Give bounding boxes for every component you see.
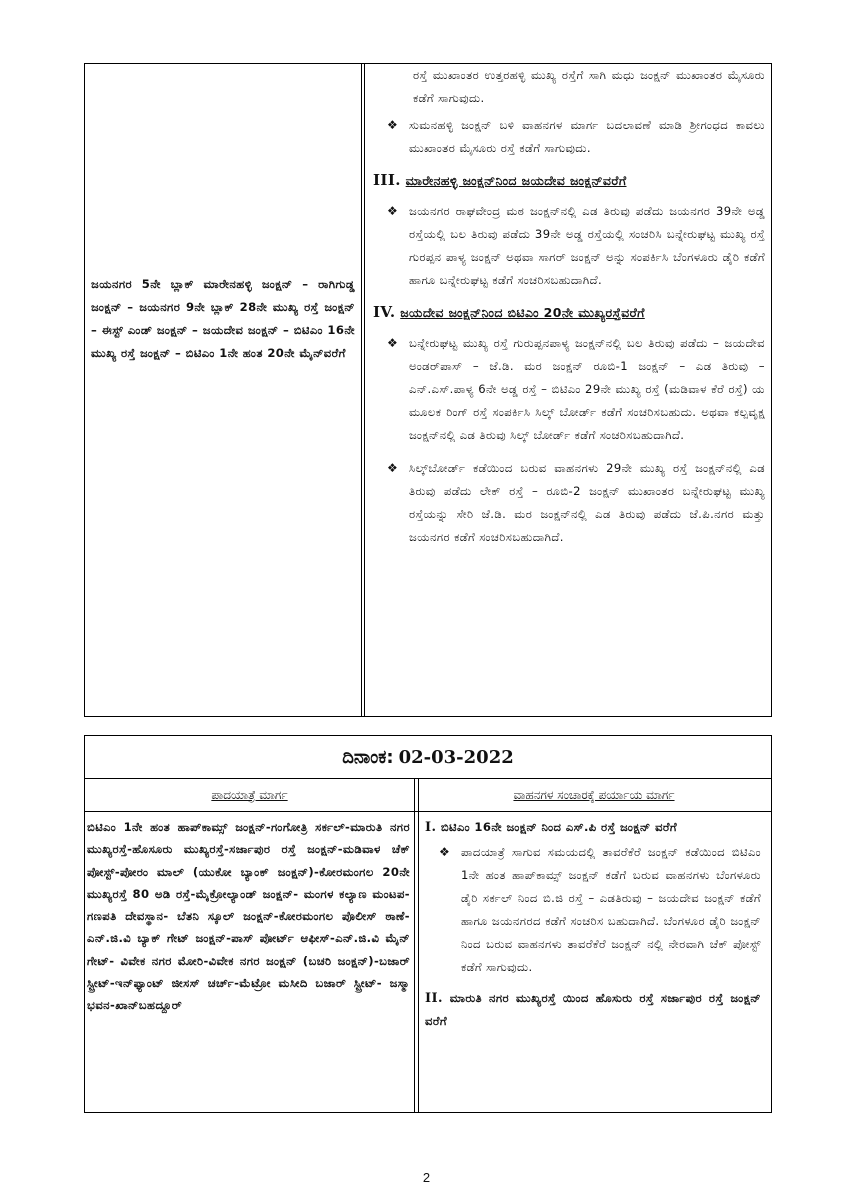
date-label: ದಿನಾಂಕ: [342, 746, 394, 768]
section-numeral: II. [425, 991, 443, 1006]
diamond-bullet-icon: ❖ [387, 118, 399, 132]
bullet-item [373, 200, 765, 292]
column-divider [414, 779, 419, 1112]
date-value: 02-03-2022 [398, 746, 514, 768]
diamond-bullet-icon: ❖ [387, 204, 399, 218]
bullet-text: ಪಾದಯಾತ್ರೆ ಸಾಗುವ ಸಮಯದಲ್ಲಿ ತಾವರೆಕೆರೆ ಜಂಕ್ಷನ್ ಕಡೆಯಿಂದ ಬಿಟಿಎಂ 1ನೇ ಹಂತ ಹಾಪ್‌ಕಾಮ್ಸ್ ಜಂಕ್ಷನ್ ಕಡೆಗೆ ಬರುವ ವಾಹನಗಳು ಬೆಂಗಳೂರು ಡೈರಿ ಸರ್ಕಲ್ ನಿಂದ ಬಿ.ಜಿ ರಸ್ತೆ – ಎಡತಿರುವು – ಜಯದೇವ ಜಂಕ್ಷನ್ ಕಡೆಗೆ ಹಾಗೂ ಜಯನಗರದ ಕಡೆಗೆ ಸಂಚರಿಸ ಬಹುದಾಗಿದೆ. ಬೆಂಗಳೂರ ಡೈರಿ ಜಂಕ್ಷನ್ ನಿಂದ ಬರುವ ವಾಹನಗಳು ತಾವರೆಕೆರೆ ಜಂಕ್ಷನ್ ನಲ್ಲಿ ನೇರವಾಗಿ ಚೆಕ್ ಪೋಸ್ಟ್ ಕಡೆಗೆ ಸಾಗುವುದು. [461, 845, 761, 974]
alternate-route-column [425, 816, 761, 1032]
bullet-item [373, 114, 765, 160]
march-route-header: ಪಾದಯಾತ್ರೆ ಮಾರ್ಗ [211, 788, 288, 802]
march-route-text: ಬಿಟಿಎಂ 1ನೇ ಹಂತ ಹಾಪ್‌ಕಾಮ್ಸ್ ಜಂಕ್ಷನ್-ಗಂಗೋತ್ರಿ ಸರ್ಕಲ್-ಮಾರುತಿ ನಗರ ಮುಖ್ಯರಸ್ತೆ-ಹೊಸೂರು ಮುಖ್ಯರಸ್ತೆ-ಸರ್ಜಾಪುರ ರಸ್ತೆ ಜಂಕ್ಷನ್-ಮಡಿವಾಳ ಚೆಕ್ ಪೋಸ್ಟ್-ಪೋರಂ ಮಾಲ್ (ಯುಕೋ ಬ್ಯಾಂಕ್ ಜಂಕ್ಷನ್)-ಕೋರಮಂಗಲ 20ನೇ ಮುಖ್ಯರಸ್ತೆ 80 ಅಡಿ ರಸ್ತೆ-ಮೈಕ್ರೋಲ್ಯಾಂಡ್ ಜಂಕ್ಷನ್- ಮಂಗಳ ಕಲ್ಯಾಣ ಮಂಟಪ-ಗಣಪತಿ ದೇವಸ್ಥಾನ- ಬೆತನಿ ಸ್ಕೂಲ್ ಜಂಕ್ಷನ್-ಕೋರಮಂಗಲ ಪೊಲೀಸ್ ಠಾಣೆ-ಎನ್.ಜಿ.ವಿ ಬ್ಯಾಕ್ ಗೇಟ್ ಜಂಕ್ಷನ್-ಪಾಸ್ ಪೋರ್ಟ್ ಆಫೀಸ್-ಎನ್.ಜಿ.ವಿ ಮೈನ್ ಗೇಟ್- ವಿವೇಕ ನಗರ ಮೋರಿ-ವಿವೇಕ ನಗರ ಜಂಕ್ಷನ್ (ಬಚರಿ ಜಂಕ್ಷನ್)-ಬಜಾರ್ ಸ್ಟ್ರೀಟ್-ಇನ್‌ಫ್ಯಾಂಟ್ ಜೀಸಸ್ ಚರ್ಚ್-ಮೆಟ್ರೋ ಮಸೀದಿ ಬಜಾರ್ ಸ್ಟ್ರೀಟ್- ಜಸ್ಮಾ ಭವನ-ಖಾನ್‌ಬಹದ್ದೂರ್ [87, 820, 410, 1013]
bullet-text: ಸಿಲ್ಕ್‌ಬೋರ್ಡ್ ಕಡೆಯಿಂದ ಬರುವ ವಾಹನಗಳು 29ನೇ ಮುಖ್ಯ ರಸ್ತೆ ಜಂಕ್ಷನ್‌ನಲ್ಲಿ ಎಡ ತಿರುವು ಪಡೆದು ಲೇಕ್ ರಸ್ತೆ – ರೂಬಿ-2 ಜಂಕ್ಷನ್ ಮುಖಾಂತರ ಬನ್ನೇರುಘಟ್ಟ ಮುಖ್ಯ ರಸ್ತೆಯನ್ನು ಸೇರಿ ಜೆ.ಡಿ. ಮರ ಜಂಕ್ಷನ್‌ನಲ್ಲಿ ಎಡ ತಿರುವು ಪಡೆದು ಜೆ.ಪಿ.ನಗರ ಮತ್ತು ಜಯನಗರ ಕಡೆಗೆ ಸಂಚರಿಸಬಹುದಾಗಿದೆ. [409, 461, 765, 544]
bullet-text: ಸುಮನಹಳ್ಳಿ ಜಂಕ್ಷನ್ ಬಳಿ ವಾಹನಗಳ ಮಾರ್ಗ ಬದಲಾವಣೆ ಮಾಡಿ ಶ್ರೀಗಂಧದ ಕಾವಲು ಮುಖಾಂತರ ಮೈಸೂರು ರಸ್ತೆ ಕಡೆಗೆ ಸಾಗುವುದು. [409, 118, 765, 155]
section-heading-4 [373, 301, 765, 324]
date-row [85, 736, 771, 779]
column-divider [361, 64, 365, 716]
column-header-row [85, 779, 771, 812]
route-table-top [84, 63, 772, 717]
section-heading-3 [373, 169, 765, 192]
diamond-bullet-icon: ❖ [387, 461, 399, 475]
diamond-bullet-icon: ❖ [387, 336, 399, 350]
section-numeral: IV. [373, 303, 396, 321]
alt-heading-2 [425, 987, 761, 1032]
section-title: ಮಾರುತಿ ನಗರ ಮುಖ್ಯರಸ್ತೆ ಯಿಂದ ಹೊಸುರು ರಸ್ತೆ ಸರ್ಜಾಪುರ ರಸ್ತೆ ಜಂಕ್ಷನ್ ವರೆಗೆ [425, 991, 761, 1028]
section-numeral: III. [373, 171, 401, 189]
bullet-text: ಬನ್ನೇರುಘಟ್ಟ ಮುಖ್ಯ ರಸ್ತೆ ಗುರುಪ್ಪನಪಾಳ್ಯ ಜಂಕ್ಷನ್‌ನಲ್ಲಿ ಬಲ ತಿರುವು ಪಡೆದು – ಜಯದೇವ ಅಂಡರ್‌ಪಾಸ್ – ಜೆ.ಡಿ. ಮರ ಜಂಕ್ಷನ್ ರೂಬಿ-1 ಜಂಕ್ಷನ್ – ಎಡ ತಿರುವು – ಎನ್.ಎಸ್.ಪಾಳ್ಯ 6ನೇ ಅಡ್ಡ ರಸ್ತೆ – ಬಿಟಿಎಂ 29ನೇ ಮುಖ್ಯ ರಸ್ತೆ (ಮಡಿವಾಳ ಕೆರೆ ರಸ್ತೆ) ಯ ಮೂಲಕ ರಿಂಗ್ ರಸ್ತೆ ಸಂಪರ್ಕಿಸಿ ಸಿಲ್ಕ್ ಬೋರ್ಡ್ ಕಡೆಗೆ ಸಂಚರಿಸಬಹುದು. ಅಥವಾ ಕಲ್ಪವೃಕ್ಷ ಜಂಕ್ಷನ್‌ನಲ್ಲಿ ಎಡ ತಿರುವು ಸಿಲ್ಕ್ ಬೋರ್ಡ್ ಕಡೆಗೆ ಸಂಚರಿಸಬಹುದಾಗಿದೆ. [409, 336, 765, 442]
alt-heading-1 [425, 816, 761, 839]
route-table-bottom [84, 735, 772, 1113]
section-title: ಬಿಟಿಎಂ 16ನೇ ಜಂಕ್ಷನ್ ನಿಂದ ಎಸ್.ಪಿ ರಸ್ತೆ ಜಂಕ್ಷನ್ ವರೆಗೆ [440, 820, 678, 834]
bullet-item [373, 332, 765, 447]
section-title: ಜಯದೇವ ಜಂಕ್ಷನ್‌ನಿಂದ ಬಿಟಿಎಂ 20ನೇ ಮುಖ್ಯರಸ್ತೆವರೆಗೆ [400, 305, 645, 320]
page-number: 2 [422, 1170, 431, 1185]
continuation-text: ರಸ್ತೆ ಮುಖಾಂತರ ಉತ್ತರಹಳ್ಳಿ ಮುಖ್ಯ ರಸ್ತೆಗೆ ಸಾಗಿ ಮಧು ಜಂಕ್ಷನ್ ಮುಖಾಂತರ ಮೈಸೂರು ಕಡೆಗೆ ಸಾಗುವುದು. [413, 68, 765, 105]
diamond-bullet-icon: ❖ [439, 845, 451, 859]
bullet-item [425, 841, 761, 979]
alternate-route-column [373, 64, 765, 549]
march-route-text: ಜಯನಗರ 5ನೇ ಬ್ಲಾಕ್ ಮಾರೇನಹಳ್ಳಿ ಜಂಕ್ಷನ್ – ರಾಗಿಗುಡ್ಡ ಜಂಕ್ಷನ್ – ಜಯನಗರ 9ನೇ ಬ್ಲಾಕ್ 28ನೇ ಮುಖ್ಯ ರಸ್ತೆ ಜಂಕ್ಷನ್ – ಈಸ್ಟ್ ಎಂಡ್ ಜಂಕ್ಷನ್ – ಜಯದೇವ ಜಂಕ್ಷನ್ – ಬಿಟಿಎಂ 16ನೇ ಮುಖ್ಯ ರಸ್ತೆ ಜಂಕ್ಷನ್ – ಬಿಟಿಎಂ 1ನೇ ಹಂತ 20ನೇ ಮೈನ್‌ವರೆಗೆ [91, 277, 355, 360]
bullet-item [373, 457, 765, 549]
alternate-route-header: ವಾಹನಗಳ ಸಂಚಾರಕ್ಕೆ ಪರ್ಯಾಯ ಮಾರ್ಗ [513, 788, 675, 802]
section-numeral: I. [425, 820, 437, 835]
section-title: ಮಾರೇನಹಳ್ಳಿ ಜಂಕ್ಷನ್‌ನಿಂದ ಜಯದೇವ ಜಂಕ್ಷನ್‌ವರೆಗೆ [405, 173, 627, 188]
bullet-text: ಜಯನಗರ ರಾಘವೇಂದ್ರ ಮಠ ಜಂಕ್ಷನ್‌ನಲ್ಲಿ ಎಡ ತಿರುವು ಪಡೆದು ಜಯನಗರ 39ನೇ ಅಡ್ಡ ರಸ್ತೆಯಲ್ಲಿ ಬಲ ತಿರುವು ಪಡೆದು 39ನೇ ಅಡ್ಡ ರಸ್ತೆಯಲ್ಲಿ ಸಂಚರಿಸಿ ಬನ್ನೇರುಘಟ್ಟ ಮುಖ್ಯ ರಸ್ತೆ ಗುರಪ್ಪನ ಪಾಳ್ಯ ಜಂಕ್ಷನ್ ಅಥವಾ ಸಾಗರ್ ಜಂಕ್ಷನ್ ಅನ್ನು ಸಂಪರ್ಕಿಸಿ ಬೆಂಗಳೂರು ಡೈರಿ ಕಡೆಗೆ ಹಾಗೂ ಬನ್ನೇರುಘಟ್ಟ ಕಡೆಗೆ ಸಂಚರಿಸಬಹುದಾಗಿದೆ. [409, 204, 765, 287]
